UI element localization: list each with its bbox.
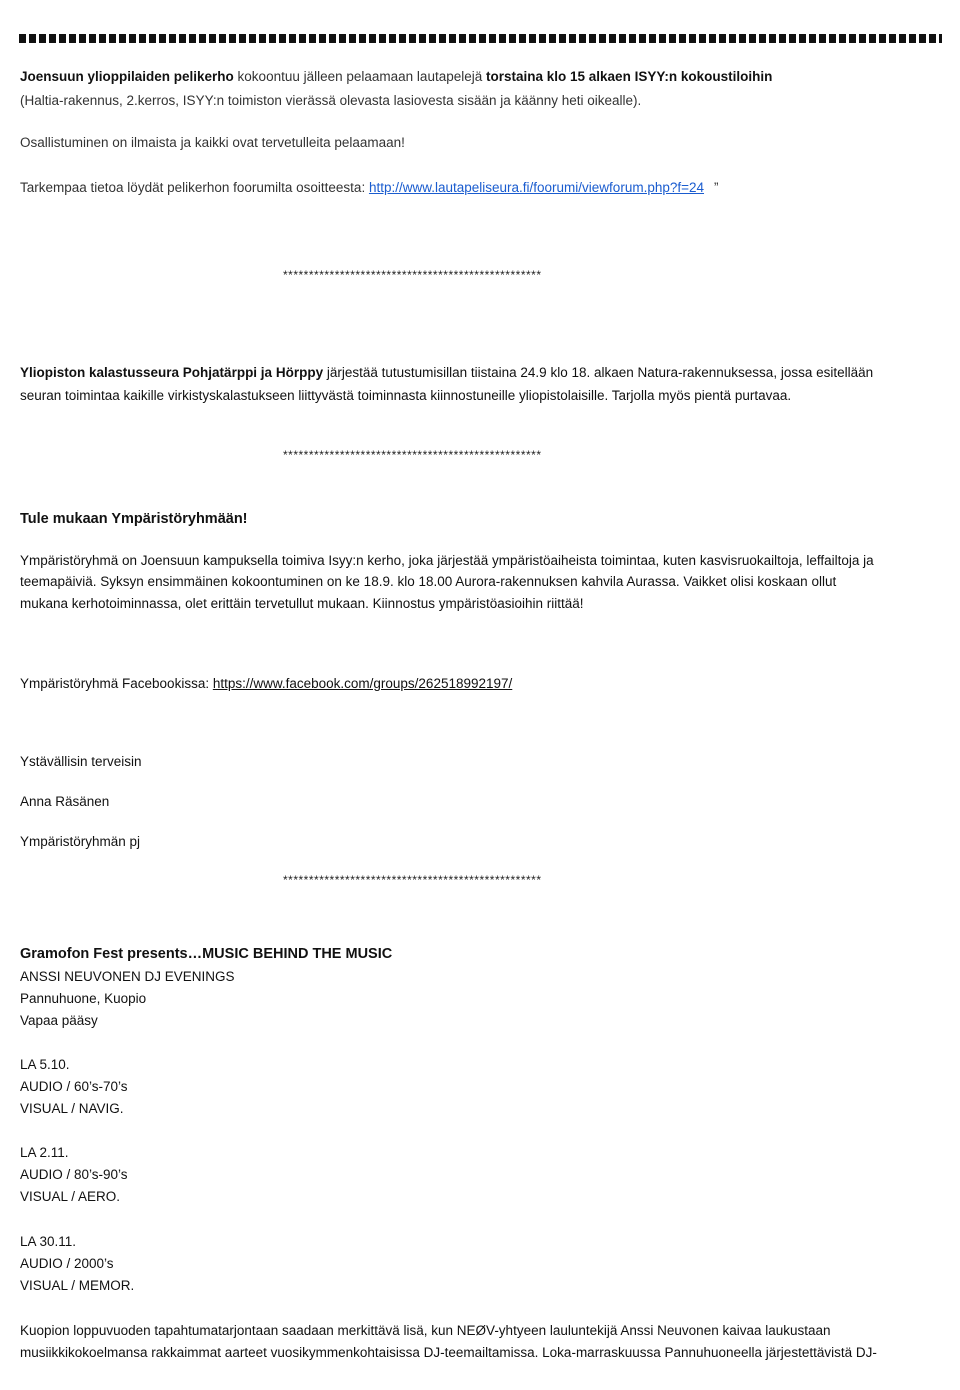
gramofon-desc-line2: musiikkikokoelmansa rakkaimmat aarteet vuosikymmenkohtaisissa DJ-teemailtamissa. Loka-marraskuussa Pannuhuoneella järjestettävistä DJ- — [20, 1345, 877, 1360]
env-heading: Tule mukaan Ympäristöryhmään! — [20, 511, 248, 527]
fishing-text: järjestää tutustumisillan tiistaina 24.9 klo 18. alkaen Natura-rakennuksessa, jossa esitellään — [323, 365, 874, 380]
event-visual: VISUAL / AERO. — [20, 1189, 121, 1204]
gramofon-desc-line1: Kuopion loppuvuoden tapahtumatarjontaan saadaan merkittävä lisä, kun NEØV-yhtyeen lauluntekijä Anssi Neuvonen kaivaa laukustaan — [20, 1323, 831, 1338]
free-participation-text: Osallistuminen on ilmaista ja kaikki ovat tervetulleita pelaamaan! — [20, 135, 405, 150]
gramofon-heading: Gramofon Fest presents…MUSIC BEHIND THE MUSIC — [20, 946, 393, 962]
env-facebook — [20, 673, 942, 695]
gramofon-line: Vapaa pääsy — [20, 1013, 98, 1028]
signer-name: Anna Räsänen — [20, 794, 110, 809]
club-time: torstaina klo 15 alkaen ISYY:n kokoustiloihin — [486, 69, 773, 84]
fishing-paragraph-line1 — [20, 362, 942, 384]
separator-stars-1: ************************************************** — [283, 268, 542, 282]
env-line2: teemapäiviä. Syksyn ensimmäinen kokoontuminen on ke 18.9. klo 18.00 Aurora-rakennuksen kahvila Aurassa. Vaikket olisi koskaan ollut — [20, 574, 837, 589]
env-line1: Ympäristöryhmä on Joensuun kampuksella toimiva Isyy:n kerho, joka järjestää ympäristöaiheista toimintaa, kuten kasvisruokailtoja, leffailtoja ja — [20, 553, 874, 568]
event-audio: AUDIO / 60’s-70’s — [20, 1079, 128, 1094]
forum-link[interactable]: http://www.lautapeliseura.fi/foorumi/viewforum.php?f=24 — [368, 180, 705, 195]
club-name: Joensuun ylioppilaiden pelikerho — [20, 69, 234, 84]
club-text: kokoontuu jälleen pelaamaan lautapelejä — [233, 69, 486, 84]
separator-stars-3: ************************************************** — [283, 873, 542, 887]
event-audio: AUDIO / 80’s-90’s — [20, 1167, 128, 1182]
boardgame-club-paragraph — [20, 66, 942, 88]
gramofon-line: Pannuhuone, Kuopio — [20, 991, 147, 1006]
gramofon-line: ANSSI NEUVONEN DJ EVENINGS — [20, 969, 235, 984]
facebook-label: Ympäristöryhmä Facebookissa: — [20, 676, 213, 691]
separator-stars-2: ************************************************** — [283, 448, 542, 462]
event-date: LA 30.11. — [20, 1234, 77, 1249]
fishing-paragraph-line2: seuran toimintaa kaikille virkistyskalastukseen liittyvästä toiminnasta kiinnostuneille yliopistolaisille. Tarjolla myös pientä purtavaa. — [20, 388, 792, 403]
forum-paragraph — [20, 177, 942, 199]
event-visual: VISUAL / MEMOR. — [20, 1278, 135, 1293]
greeting: Ystävällisin terveisin — [20, 754, 142, 769]
quote-mark: ” — [714, 180, 719, 195]
event-date: LA 5.10. — [20, 1057, 70, 1072]
event-visual: VISUAL / NAVIG. — [20, 1101, 124, 1116]
event-audio: AUDIO / 2000’s — [20, 1256, 114, 1271]
top-dotted-border — [19, 34, 942, 43]
event-date: LA 2.11. — [20, 1145, 69, 1160]
env-line3: mukana kerhotoiminnassa, olet erittäin tervetullut mukaan. Kiinnostus ympäristöasioihin riittää! — [20, 596, 584, 611]
facebook-link[interactable]: https://www.facebook.com/groups/262518992197/ — [212, 676, 513, 691]
signer-role: Ympäristöryhmän pj — [20, 834, 141, 849]
forum-text: Tarkempaa tietoa löydät pelikerhon foorumilta osoitteesta: — [20, 180, 369, 195]
club-location: (Haltia-rakennus, 2.kerros, ISYY:n toimiston vierässä olevasta lasiovesta sisään ja käänny heti oikealle). — [20, 93, 642, 108]
fishing-club-name: Yliopiston kalastusseura Pohjatärppi ja Hörppy — [20, 365, 324, 380]
